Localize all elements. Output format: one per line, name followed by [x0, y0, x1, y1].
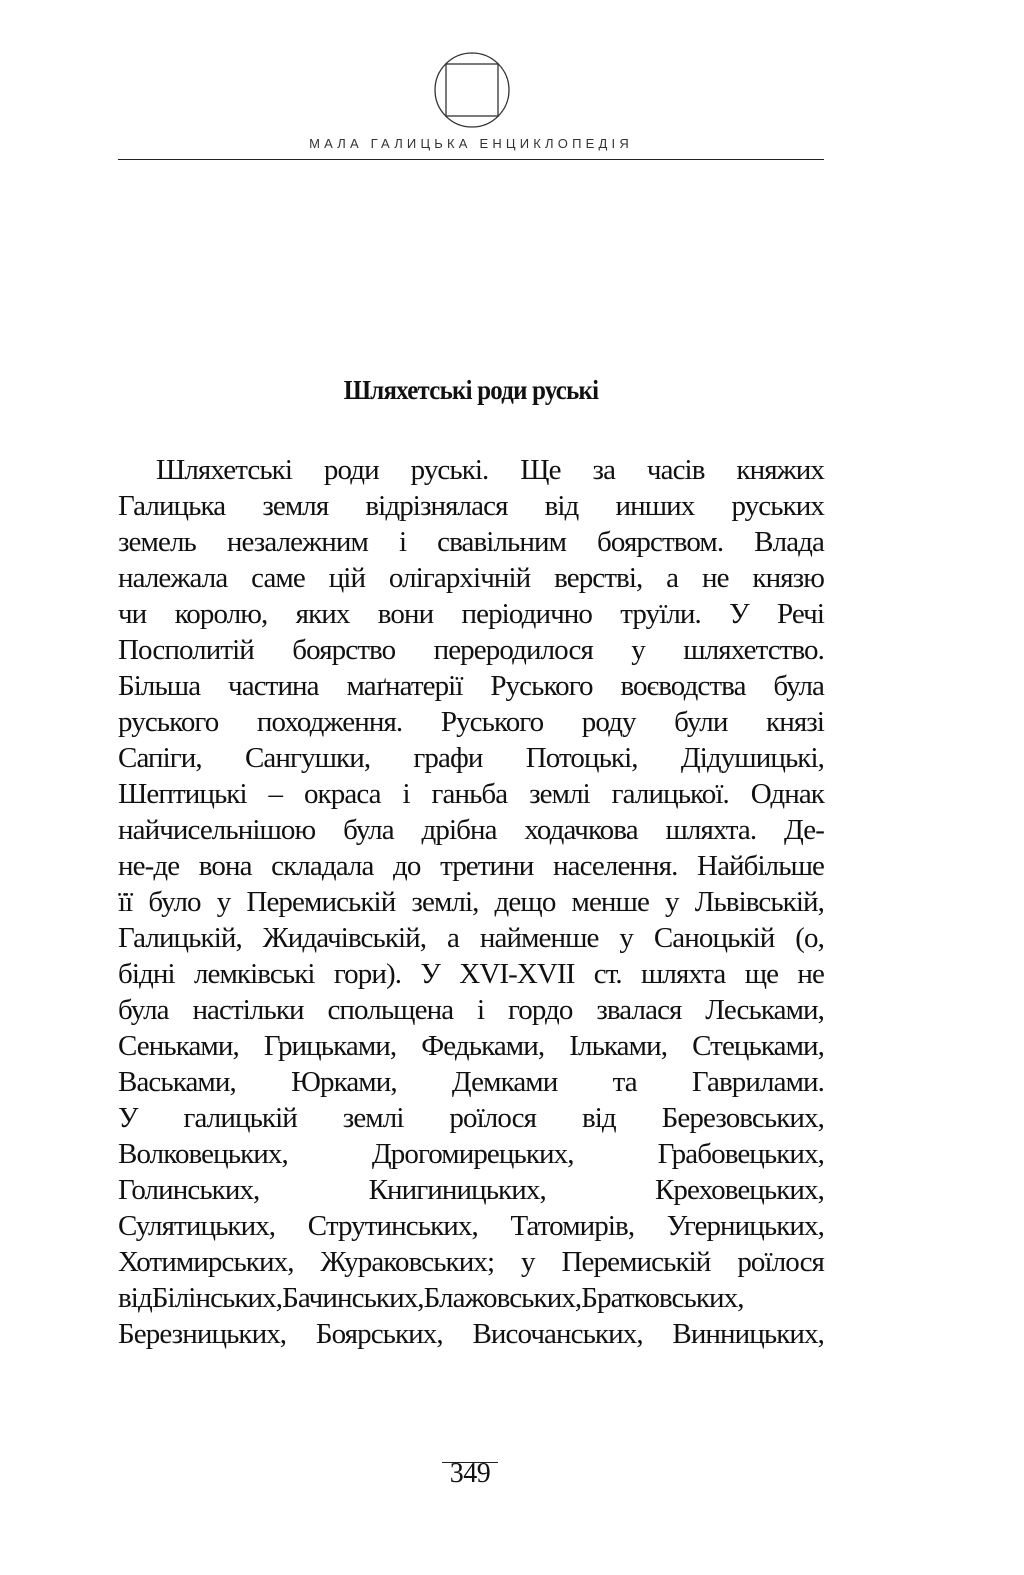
article-body [118, 452, 824, 1352]
text-line: належала саме цій олігархічній верстві, а не князю [118, 562, 824, 594]
text-line: Шляхетські роди руські. Ще за часів княжих [156, 454, 824, 486]
text-line: Волковецьких, Дрогомирецьких, Грабовецьких, [118, 1138, 824, 1170]
text-line: Посполитій боярство переродилося у шляхетство. [118, 634, 824, 666]
running-header: МАЛА ГАЛИЦЬКА ЕНЦИКЛОПЕДІЯ [309, 136, 633, 151]
text-line: Шептицькі – окраса і ганьба землі галицької. Однак [118, 778, 824, 810]
text-line: У галицькій землі роїлося від Березовських, [118, 1102, 824, 1134]
text-line: чи королю, яких вони періодично труїли. У Речі [118, 598, 824, 630]
text-line: її було у Перемиській землі, дещо менше у Львівській, [118, 886, 824, 918]
text-line: Хотимирських, Жураковських; у Перемиській роїлося [118, 1246, 824, 1278]
text-line: Васьками, Юрками, Демками та Гаврилами. [118, 1066, 824, 1098]
text-line: найчисельнішою була дрібна ходачкова шляхта. Де- [118, 814, 824, 846]
text-line: Більша частина маґнатерії Руського воєводства була [118, 670, 824, 702]
encyclopedia-logo-icon [432, 50, 512, 130]
text-line: Сеньками, Грицьками, Федьками, Ільками, Стецьками, [118, 1030, 824, 1062]
text-line: Галицькій, Жидачівській, а найменше у Саноцькій (о, [118, 922, 824, 954]
text-line: відБілінських,Бачинських,Блажовських,Братковських, [118, 1282, 744, 1314]
page-number: 349 [449, 1458, 491, 1489]
text-line: Голинських, Книгиницьких, Креховецьких, [118, 1174, 824, 1206]
text-line: Сапіги, Сангушки, графи Потоцькі, Дідушицькі, [118, 742, 824, 774]
text-line: Галицька земля відрізнялася від инших руських [118, 490, 824, 522]
text-line: бідні лемківські гори). У XVI-XVII ст. шляхта ще не [118, 958, 824, 990]
header-divider [118, 159, 824, 160]
text-line: руського походження. Руського роду були князі [118, 706, 824, 738]
text-line: не-де вона складала до третини населення. Найбільше [118, 850, 824, 882]
text-line: Березницьких, Боярських, Височанських, Винницьких, [118, 1318, 824, 1350]
article-title: Шляхетські роди руські [343, 375, 599, 405]
text-line: Сулятицьких, Струтинських, Татомирів, Угерницьких, [118, 1210, 824, 1242]
text-line: була настільки спольщена і гордо звалася Леськами, [118, 994, 824, 1026]
text-line: земель незалежним і свавільним боярством. Влада [118, 526, 824, 558]
